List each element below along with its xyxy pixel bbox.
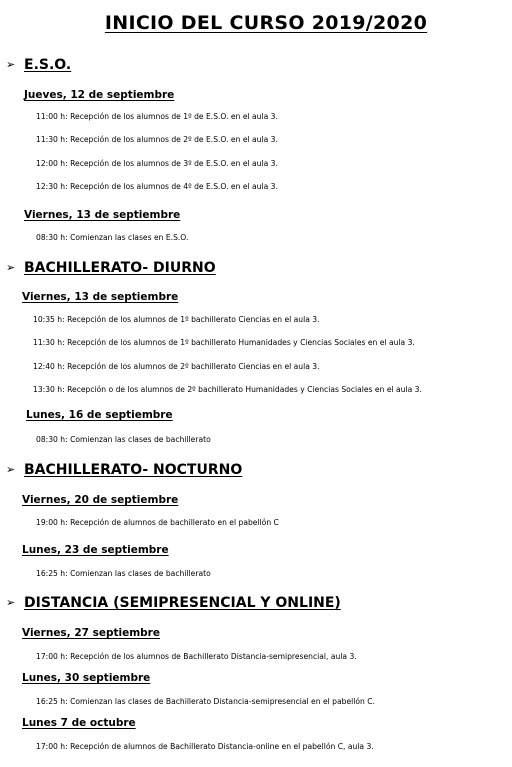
schedule-item: 16:25 h: Comienzan las clases de Bachillerato Distancia-semipresencial en el pabellón C. <box>36 697 375 706</box>
document-title: INICIO DEL CURSO 2019/2020 <box>104 12 428 34</box>
schedule-item: 16:25 h: Comienzan las clases de bachillerato <box>36 569 211 578</box>
day-heading: Viernes, 27 septiembre <box>22 627 160 639</box>
day-heading: Jueves, 12 de septiembre <box>24 89 175 101</box>
schedule-item: 08:30 h: Comienzan las clases en E.S.O. <box>36 233 189 242</box>
section-title: DISTANCIA (SEMIPRESENCIAL Y ONLINE) <box>24 595 341 611</box>
arrowhead-bullet-icon: ➢ <box>6 261 16 274</box>
schedule-item: 11:00 h: Recepción de los alumnos de 1º de E.S.O. en el aula 3. <box>36 112 278 121</box>
schedule-item: 17:00 h: Recepción de alumnos de Bachillerato Distancia-online en el pabellón C, aula 3. <box>36 742 374 751</box>
section-title: BACHILLERATO- DIURNO <box>24 260 216 276</box>
arrowhead-bullet-icon: ➢ <box>6 596 16 609</box>
day-heading: Lunes, 30 septiembre <box>22 672 151 684</box>
schedule-item: 12:30 h: Recepción de los alumnos de 4º de E.S.O. en el aula 3. <box>36 182 278 191</box>
arrowhead-bullet-icon: ➢ <box>6 58 16 71</box>
schedule-item: 10:35 h: Recepción de los alumnos de 1º bachillerato Ciencias en el aula 3. <box>33 315 320 324</box>
schedule-item: 11:30 h: Recepción de los alumnos de 1º bachillerato Humanidades y Ciencias Sociales en el aula 3. <box>33 338 415 347</box>
section-heading-bachillerato-nocturno <box>6 462 242 478</box>
section-title: E.S.O. <box>24 57 72 73</box>
day-heading: Viernes, 13 de septiembre <box>24 209 181 221</box>
schedule-item: 13:30 h: Recepción o de los alumnos de 2º bachillerato Humanidades y Ciencias Sociales en el aula 3. <box>33 385 422 394</box>
day-heading: Viernes, 20 de septiembre <box>22 494 179 506</box>
section-title: BACHILLERATO- NOCTURNO <box>24 462 243 478</box>
section-heading-distancia <box>6 595 341 611</box>
day-heading: Lunes, 23 de septiembre <box>22 544 169 556</box>
schedule-item: 12:00 h: Recepción de los alumnos de 3º de E.S.O. en el aula 3. <box>36 159 278 168</box>
schedule-item: 08:30 h: Comienzan las clases de bachillerato <box>36 435 211 444</box>
day-heading: Lunes 7 de octubre <box>22 717 136 729</box>
schedule-item: 19:00 h: Recepción de alumnos de bachillerato en el pabellón C <box>36 518 279 527</box>
schedule-item: 17:00 h: Recepción de los alumnos de Bachillerato Distancia-semipresencial, aula 3. <box>36 652 357 661</box>
section-heading-eso <box>6 57 71 73</box>
section-heading-bachillerato-diurno <box>6 260 216 276</box>
day-heading: Lunes, 16 de septiembre <box>26 409 173 421</box>
schedule-item: 12:40 h: Recepción de los alumnos de 2º bachillerato Ciencias en el aula 3. <box>33 362 320 371</box>
arrowhead-bullet-icon: ➢ <box>6 463 16 476</box>
day-heading: Viernes, 13 de septiembre <box>22 291 179 303</box>
schedule-item: 11:30 h: Recepción de los alumnos de 2º de E.S.O. en el aula 3. <box>36 135 278 144</box>
